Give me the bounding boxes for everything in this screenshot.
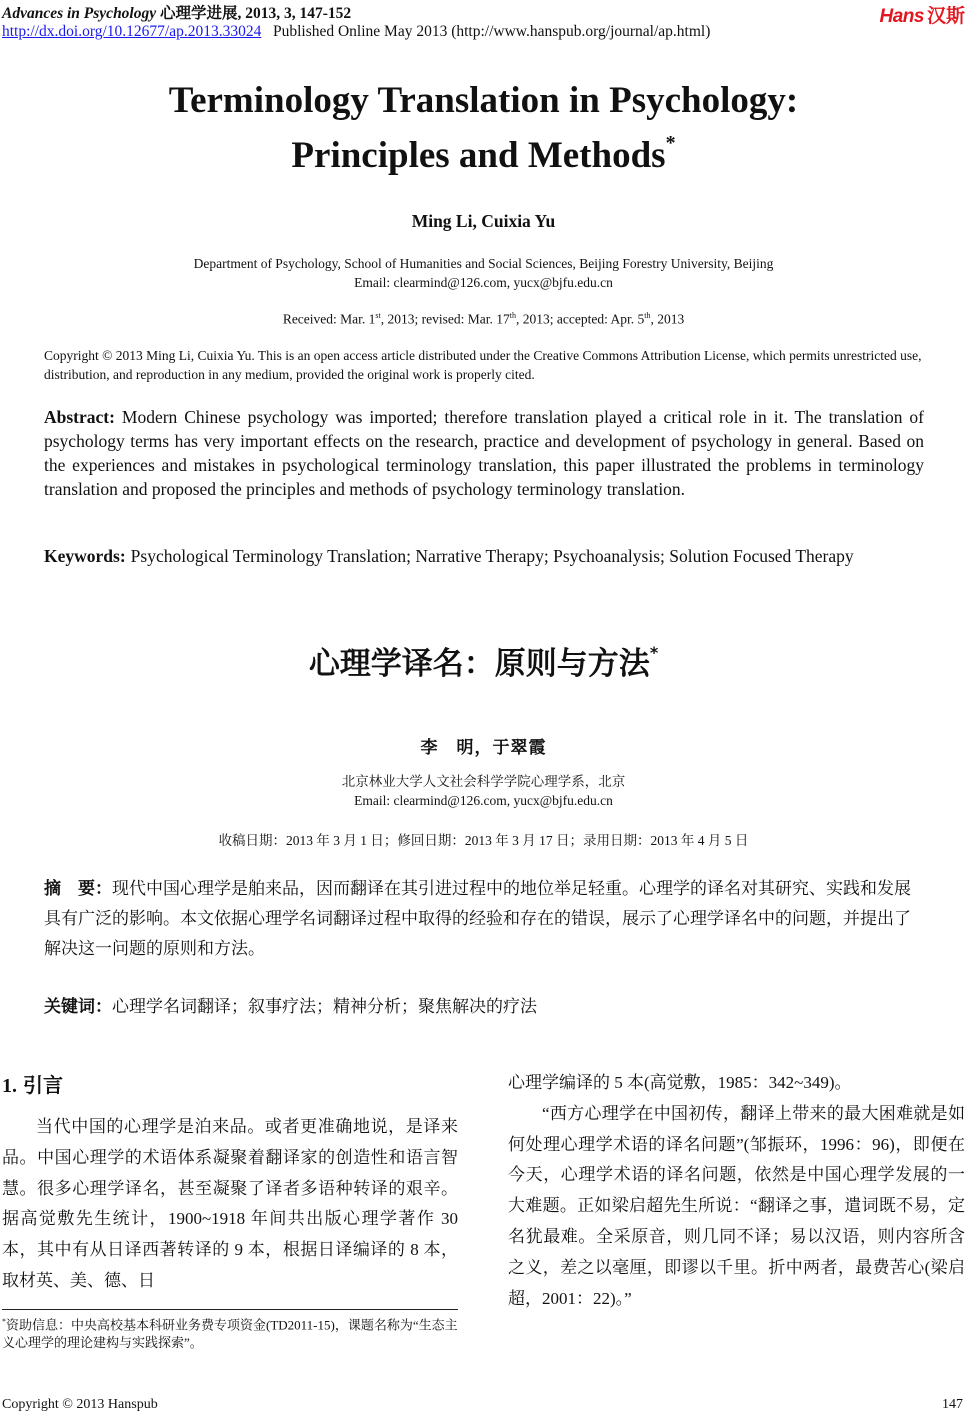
abstract-cn-label: 摘 要： — [44, 879, 112, 899]
publication-line — [2, 23, 710, 41]
body-paragraph: 当代中国的心理学是泊来品。或者更准确地说，是译来品。中国心理学的术语体系凝聚着翻译家的创造性和语言智慧。很多心理学译名，甚至凝聚了译者多语种转译的艰辛。据高觉敷先生统计，1900~1918 年间共出版心理学著作 30 本，其中有从日译西著转译的 9 本，根据日译编译的 8 本，取材英、美、德、日 — [2, 1117, 458, 1290]
page-number: 147 — [942, 1397, 963, 1412]
published-text: Published Online May 2013 (http://www.hanspub.org/journal/ap.html) — [272, 23, 711, 40]
title-line-1: Terminology Translation in Psychology: — [168, 80, 799, 121]
authors-en: Ming Li, Cuixia Yu — [411, 211, 556, 231]
title-cn: 心理学译名：原则与方法 — [308, 646, 650, 682]
title-footnote-mark: * — [665, 132, 676, 154]
left-column — [2, 1112, 458, 1297]
keywords-label: Keywords: — [44, 546, 126, 566]
body-paragraph: “西方心理学在中国初传，翻译上带来的最大困难就是如何处理心理学术语的译名问题”(邹振环，1996：96)，即便在今天，心理学术语的译名问题，依然是中国心理学发展的一大难题。正如梁启超先生所说：“翻译之事，遣词既不易，定名犹最难。全采原音，则几同不译；易以汉语，则内容所含之义，差之以毫厘，即谬以千里。折中两者，最费苦心(梁启超，2001：22)。” — [508, 1103, 965, 1308]
email-en: Email: clearmind@126.com, yucx@bjfu.edu.cn — [354, 275, 613, 290]
keywords-cn — [44, 992, 924, 1017]
affiliation-en-block — [0, 254, 967, 292]
abstract-label: Abstract: — [44, 407, 115, 427]
year-part: , 2013 — [650, 311, 685, 327]
keywords-en — [44, 544, 924, 568]
footnote — [2, 1313, 458, 1352]
hans-logo — [880, 1, 965, 28]
doi-link[interactable]: http://dx.doi.org/10.12677/ap.2013.33024 — [2, 23, 262, 40]
journal-name: Advances in Psychology — [2, 5, 157, 22]
section-title: 引言 — [23, 1073, 63, 1097]
email-cn: Email: clearmind@126.com, yucx@bjfu.edu.cn — [354, 793, 613, 808]
logo-latin: Hans — [879, 6, 924, 27]
ordinal-suffix: th — [509, 311, 516, 320]
right-column — [508, 1068, 965, 1314]
accepted-part: , 2013; accepted: Apr. 5 — [515, 311, 645, 327]
revised-part: , 2013; revised: Mar. 17 — [380, 311, 510, 327]
title-line-2: Principles and Methods — [291, 135, 666, 176]
copyright-notice: Copyright © 2013 Ming Li, Cuixia Yu. This is an open access article distributed under the Creative Commons Attribution License, which permits unrestricted use, distribution, and reproduction in any medium, provided the original work is properly cited. — [44, 348, 922, 382]
keywords-cn-label: 关键词： — [44, 997, 112, 1017]
ordinal-suffix: st — [375, 311, 381, 320]
body-paragraph: 心理学编译的 5 本(高觉敷，1985：342~349)。 — [508, 1073, 852, 1092]
section-heading — [2, 1069, 63, 1098]
footer-copyright: Copyright © 2013 Hanspub — [2, 1397, 158, 1412]
logo-cn: 汉斯 — [926, 6, 965, 27]
footnote-text: 资助信息：中央高校基本科研业务费专项资金(TD2011-15)，课题名称为“生态主义心理学的理论建构与实践探索”。 — [2, 1317, 458, 1351]
authors-cn: 李 明，于翠霞 — [420, 738, 547, 757]
abstract-cn — [44, 874, 924, 964]
journal-info: 心理学进展, 2013, 3, 147-152 — [156, 5, 352, 22]
footnote-divider — [2, 1309, 458, 1310]
title-cn-footnote-mark: * — [649, 643, 659, 662]
abstract-text: Modern Chinese psychology was imported; therefore translation played a critical role in it. The translation of psychology terms has very important effects on the research, practice and development of psychology in general. Based on the experiences and mistakes in psychological terminology translation, this paper illustrated the problems in terminology translation and proposed the principles and methods of psychology terminology translation. — [44, 407, 924, 499]
affiliation-cn-block — [0, 772, 967, 810]
affiliation-en: Department of Psychology, School of Humanities and Social Sciences, Beijing Forestry University, Beijing — [193, 256, 774, 271]
received-dates-en — [0, 311, 967, 328]
received-dates-cn: 收稿日期：2013 年 3 月 1 日；修回日期：2013 年 3 月 17 日；录用日期：2013 年 4 月 5 日 — [218, 833, 749, 848]
abstract-cn-text: 现代中国心理学是舶来品，因而翻译在其引进过程中的地位举足轻重。心理学的译名对其研究、实践和发展具有广泛的影响。本文依据心理学名词翻译过程中取得的经验和存在的错误，展示了心理学译名中的问题，并提出了解决这一问题的原则和方法。 — [44, 879, 911, 958]
keywords-text: Psychological Terminology Translation; Narrative Therapy; Psychoanalysis; Solution Focused Therapy — [130, 546, 854, 566]
section-number: 1. — [2, 1075, 17, 1097]
journal-header — [2, 1, 351, 23]
paper-title-cn — [0, 638, 967, 683]
footnote-mark: * — [2, 1317, 6, 1326]
ordinal-suffix: th — [644, 311, 651, 320]
paper-title-en — [0, 80, 967, 177]
received-part: Received: Mar. 1 — [282, 311, 376, 327]
abstract-en — [44, 405, 924, 501]
affiliation-cn: 北京林业大学人文社会科学学院心理学系，北京 — [341, 774, 626, 789]
keywords-cn-text: 心理学名词翻译；叙事疗法；精神分析；聚焦解决的疗法 — [112, 997, 537, 1016]
